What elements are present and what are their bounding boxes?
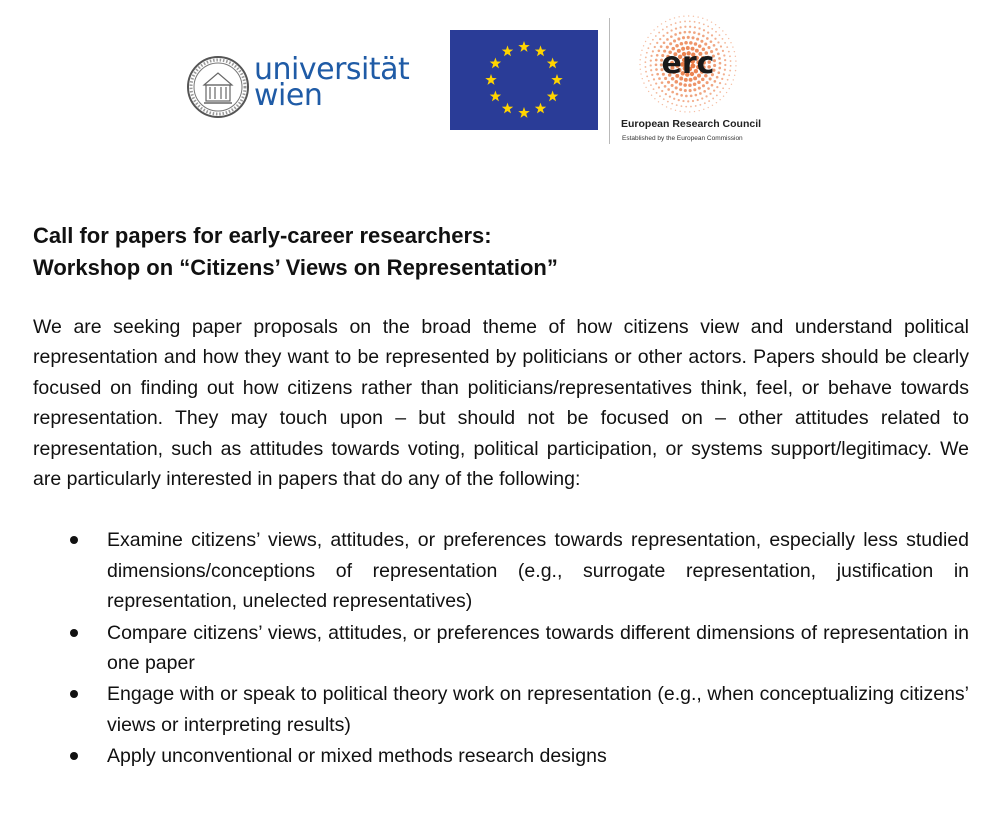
- erc-dot: [711, 34, 713, 36]
- erc-dot: [733, 79, 734, 80]
- erc-dot: [728, 74, 730, 76]
- erc-dot: [655, 68, 658, 71]
- erc-dot: [691, 36, 694, 39]
- erc-dot: [690, 95, 693, 98]
- erc-dot: [702, 35, 705, 38]
- erc-dot: [656, 73, 659, 76]
- erc-dot: [724, 69, 726, 71]
- erc-dot: [658, 49, 661, 52]
- erc-dot: [729, 88, 730, 89]
- erc-dot: [665, 21, 666, 22]
- logo-divider: [609, 18, 610, 144]
- erc-dot: [677, 37, 680, 40]
- erc-dot: [675, 86, 678, 89]
- university-name: [254, 52, 410, 113]
- erc-dot: [678, 99, 680, 101]
- logo-band: [0, 0, 1000, 170]
- university-name-line2: wien: [254, 78, 323, 113]
- erc-dot: [711, 21, 712, 22]
- list-item: [33, 525, 969, 616]
- erc-dot: [656, 54, 659, 57]
- erc-dot: [645, 41, 646, 42]
- eu-flag-icon: [450, 30, 598, 130]
- erc-dot: [693, 16, 694, 17]
- erc-dot: [690, 106, 692, 108]
- erc-dot: [728, 51, 730, 53]
- erc-dot: [725, 83, 727, 85]
- erc-dot: [679, 82, 683, 86]
- erc-dot: [669, 19, 670, 20]
- erc-dot: [674, 33, 677, 36]
- erc-dot: [647, 47, 649, 49]
- list-item: [33, 741, 969, 771]
- title-line-1: Call for papers for early-career researchers:: [33, 223, 492, 248]
- erc-dot: [730, 65, 732, 67]
- erc-dot: [655, 59, 658, 62]
- erc-dot: [707, 25, 709, 27]
- erc-dot: [670, 24, 672, 26]
- erc-dot: [735, 65, 736, 66]
- erc-dot: [670, 29, 672, 31]
- erc-dot: [728, 38, 729, 39]
- erc-dot-sphere-icon: [628, 14, 748, 114]
- erc-dot: [675, 22, 677, 24]
- erc-dot: [679, 111, 680, 112]
- erc-dot: [717, 53, 720, 56]
- erc-dot: [724, 59, 726, 61]
- erc-dot: [684, 89, 687, 92]
- erc-dot: [675, 28, 677, 30]
- erc-name: European Research Council: [621, 118, 762, 130]
- erc-dot: [652, 50, 654, 52]
- erc-dot: [639, 59, 640, 60]
- erc-dot: [654, 46, 656, 48]
- erc-dot: [676, 93, 679, 96]
- erc-dot: [687, 36, 690, 39]
- erc-dot: [653, 88, 655, 90]
- erc-dot: [734, 51, 735, 52]
- erc-dot: [720, 45, 722, 47]
- erc-dot: [718, 67, 721, 70]
- erc-dot: [694, 21, 696, 23]
- erc-dot: [735, 56, 736, 57]
- erc-dot: [718, 57, 721, 60]
- erc-dot: [673, 98, 675, 100]
- bullet-icon: [70, 536, 78, 544]
- erc-dot: [658, 32, 660, 34]
- erc-dot: [667, 81, 670, 84]
- erc-dot: [700, 40, 703, 43]
- erc-dot: [640, 73, 641, 74]
- erc-dot: [650, 69, 652, 71]
- erc-dot: [662, 29, 664, 31]
- erc-dot: [694, 26, 696, 28]
- erc-dot: [695, 94, 698, 97]
- erc-dot: [688, 83, 692, 87]
- document-title: [33, 220, 969, 284]
- erc-dot: [650, 55, 652, 57]
- erc-dot: [640, 54, 641, 55]
- erc-dot: [698, 27, 700, 29]
- erc-dot: [682, 100, 684, 102]
- erc-dot: [715, 31, 717, 33]
- erc-dot: [689, 111, 690, 112]
- erc-dot: [654, 98, 655, 99]
- erc-dot: [653, 78, 655, 80]
- erc-dot: [711, 84, 714, 87]
- erc-dot: [735, 60, 736, 61]
- erc-dot: [646, 75, 648, 77]
- erc-dot: [647, 37, 648, 38]
- erc-dot: [719, 34, 721, 36]
- erc-dot: [670, 35, 673, 38]
- erc-dot: [697, 81, 701, 85]
- erc-dot: [689, 26, 691, 28]
- erc-dot: [650, 64, 652, 66]
- erc-dot: [666, 38, 669, 41]
- erc-dot: [682, 36, 685, 39]
- erc-dot: [662, 104, 663, 105]
- erc-dot: [735, 70, 736, 71]
- erc-dot: [727, 79, 729, 81]
- university-name-line1: universität: [254, 52, 410, 87]
- erc-dot: [679, 88, 682, 91]
- erc-dot: [659, 38, 661, 40]
- list-item-text: Examine citizens’ views, attitudes, or preferences towards representation, especially less studied dimensions/conceptions of representation (e.g., surrogate representation, justification in representation, unelected representatives): [107, 529, 969, 613]
- erc-dot: [679, 32, 682, 35]
- erc-dot: [679, 21, 681, 23]
- erc-dot: [696, 38, 699, 41]
- erc-dot: [722, 30, 723, 31]
- erc-dot: [678, 16, 679, 17]
- erc-dot: [661, 23, 662, 24]
- title-line-2: Workshop on “Citizens’ Views on Representation”: [33, 255, 558, 280]
- erc-dot: [699, 110, 700, 111]
- erc-dot: [650, 33, 651, 34]
- erc-dot: [701, 97, 703, 99]
- erc-dot: [707, 87, 710, 90]
- erc-dot: [675, 110, 676, 111]
- erc-dot: [684, 31, 687, 34]
- erc-dot: [651, 95, 652, 96]
- erc-dot: [711, 28, 713, 30]
- list-item-text: Engage with or speak to political theory work on representation (e.g., when conceptualizing citizens’ views or interpreting results): [107, 683, 969, 736]
- erc-dot: [726, 92, 727, 93]
- erc-dot: [708, 107, 709, 108]
- erc-dot: [722, 50, 724, 52]
- erc-dot: [667, 88, 670, 91]
- erc-dot: [667, 101, 669, 103]
- erc-dot: [640, 69, 641, 70]
- erc-dot: [724, 42, 726, 44]
- erc-dot: [703, 29, 705, 31]
- erc-dot: [723, 54, 725, 56]
- erc-dot: [703, 90, 706, 93]
- erc-dot: [671, 103, 673, 105]
- erc-dot: [666, 32, 668, 34]
- bullet-icon: [70, 752, 78, 760]
- erc-dot: [649, 43, 651, 45]
- erc-dot: [666, 106, 667, 107]
- erc-dot: [730, 42, 731, 43]
- erc-dot: [645, 66, 647, 68]
- intro-paragraph: We are seeking paper proposals on the broad theme of how citizens view and understand political representation and how they want to be represented by politicians or other actors. Papers should be clearly focused on finding out how citizens rather than politicians/representatives think, feel, or behave towards representation. They may touch upon – but should not be focused on – other attitudes related to representation, such as attitudes towards voting, political participation, or systems support/legitimacy. We are particularly interested in papers that do any of the following:: [33, 316, 969, 491]
- erc-dot: [673, 39, 676, 42]
- university-of-vienna-logo: [186, 52, 416, 119]
- erc-dot: [645, 57, 647, 59]
- erc-dot: [719, 99, 720, 100]
- list-item: [33, 618, 969, 679]
- erc-dot: [684, 111, 685, 112]
- erc-dot: [661, 81, 664, 84]
- erc-dot: [663, 98, 665, 100]
- erc-dot: [683, 15, 684, 16]
- erc-dot: [655, 82, 657, 84]
- erc-dot: [702, 18, 703, 19]
- erc-dot: [662, 35, 664, 37]
- erc-dot: [698, 33, 701, 36]
- erc-dot: [656, 42, 658, 44]
- erc-dot: [707, 19, 708, 20]
- erc-dot: [685, 95, 688, 98]
- list-item: [33, 679, 969, 740]
- erc-dot: [716, 102, 717, 103]
- erc-dot: [656, 92, 658, 94]
- erc-dot: [669, 96, 671, 98]
- erc-dot: [658, 86, 660, 88]
- erc-dot: [708, 100, 710, 102]
- erc-dot: [644, 61, 646, 63]
- erc-dot: [653, 29, 654, 30]
- erc-dot: [680, 42, 684, 46]
- erc-dot: [664, 85, 667, 88]
- erc-dot: [657, 26, 658, 27]
- erc-dot: [698, 87, 701, 90]
- erc-dot: [651, 74, 653, 76]
- erc-dot: [699, 104, 701, 106]
- erc-dot: [717, 71, 720, 74]
- erc-dot: [648, 91, 649, 92]
- list-item-text: Compare citizens’ views, attitudes, or preferences towards different dimensions of representation in one paper: [107, 621, 969, 675]
- bullet-icon: [70, 690, 78, 698]
- erc-dot: [716, 86, 718, 88]
- erc-dot: [642, 78, 643, 79]
- erc-dot: [661, 90, 663, 92]
- erc-dot: [699, 92, 702, 95]
- erc-dot: [703, 109, 704, 110]
- erc-dot: [683, 83, 687, 87]
- erc-dot: [712, 105, 713, 106]
- erc-subtitle: Established by the European Commission: [622, 135, 743, 142]
- erc-dot: [725, 34, 726, 35]
- erc-dot: [645, 87, 646, 88]
- erc-dot: [713, 90, 715, 92]
- erc-dot: [697, 16, 698, 17]
- erc-dot: [703, 23, 705, 25]
- erc-dot: [702, 84, 705, 87]
- erc-dot: [658, 101, 659, 102]
- erc-dot: [646, 52, 648, 54]
- erc-dot: [719, 82, 721, 84]
- erc-dot: [722, 87, 724, 89]
- erc-dot: [684, 21, 686, 23]
- erc-dot: [650, 84, 652, 86]
- erc-dot: [709, 93, 711, 95]
- erc-dot: [689, 20, 691, 22]
- erc-dot: [655, 63, 658, 66]
- erc-dot: [723, 96, 724, 97]
- erc-dot: [688, 31, 691, 34]
- erc-dot: [712, 98, 714, 100]
- erc-dot: [688, 15, 689, 16]
- erc-wordmark: erc: [661, 46, 715, 81]
- erc-dot: [714, 38, 716, 40]
- erc-dot: [680, 94, 683, 97]
- erc-dot: [676, 104, 678, 106]
- erc-dot: [665, 93, 667, 95]
- erc-dot: [710, 40, 713, 43]
- erc-dot: [684, 26, 686, 28]
- erc-dot: [706, 81, 709, 84]
- university-seal-icon: [186, 55, 250, 119]
- erc-dot: [693, 83, 697, 87]
- erc-dot: [659, 95, 661, 97]
- erc-dot: [680, 26, 682, 28]
- erc-dot: [706, 37, 709, 40]
- erc-dot: [655, 35, 657, 37]
- erc-dot: [734, 75, 735, 76]
- erc-dot: [715, 48, 718, 51]
- erc-dot: [639, 64, 640, 65]
- bullet-icon: [70, 629, 78, 637]
- erc-dot: [643, 82, 644, 83]
- erc-dot: [643, 45, 644, 46]
- erc-dot: [723, 73, 725, 75]
- erc-dot: [692, 100, 694, 102]
- erc-dot: [697, 99, 699, 101]
- erc-dot: [719, 27, 720, 28]
- erc-dot: [641, 50, 642, 51]
- erc-dot: [695, 105, 697, 107]
- erc-dot: [685, 106, 687, 108]
- erc-dot: [716, 95, 718, 97]
- erc-dot: [670, 108, 671, 109]
- erc-dot: [717, 41, 719, 43]
- erc-dot: [652, 39, 654, 41]
- interest-list: [33, 525, 969, 771]
- erc-dot: [650, 60, 652, 62]
- erc-dot: [729, 70, 731, 72]
- erc-dot: [715, 24, 716, 25]
- erc-dot: [658, 77, 661, 80]
- erc-dot: [674, 17, 675, 18]
- erc-dot: [705, 95, 707, 97]
- erc-dot: [684, 41, 688, 45]
- erc-dot: [669, 42, 672, 45]
- erc-dot: [671, 84, 674, 87]
- erc-dot: [729, 55, 731, 57]
- erc-dot: [704, 102, 706, 104]
- erc-dot: [666, 26, 668, 28]
- erc-dot: [681, 105, 683, 107]
- erc-dot: [722, 38, 724, 40]
- erc-dot: [731, 84, 732, 85]
- erc-dot: [698, 22, 700, 24]
- erc-dot: [693, 31, 696, 34]
- erc-logo: [616, 14, 766, 154]
- erc-dot: [689, 89, 692, 92]
- erc-dot: [671, 91, 674, 94]
- erc-dot: [721, 78, 723, 80]
- erc-dot: [726, 46, 728, 48]
- erc-dot: [689, 41, 693, 45]
- list-item-text: Apply unconventional or mixed methods research designs: [107, 745, 607, 768]
- erc-dot: [648, 80, 650, 82]
- call-for-papers: [33, 220, 969, 773]
- erc-dot: [645, 71, 647, 73]
- erc-dot: [730, 60, 732, 62]
- erc-dot: [719, 91, 721, 93]
- erc-dot: [719, 62, 722, 65]
- erc-dot: [732, 46, 733, 47]
- erc-dot: [724, 64, 726, 66]
- erc-dot: [707, 31, 709, 33]
- erc-dot: [687, 100, 689, 102]
- erc-dot: [694, 111, 695, 112]
- erc-dot: [716, 76, 719, 79]
- erc-dot: [693, 88, 696, 91]
- erc-dot: [663, 41, 666, 44]
